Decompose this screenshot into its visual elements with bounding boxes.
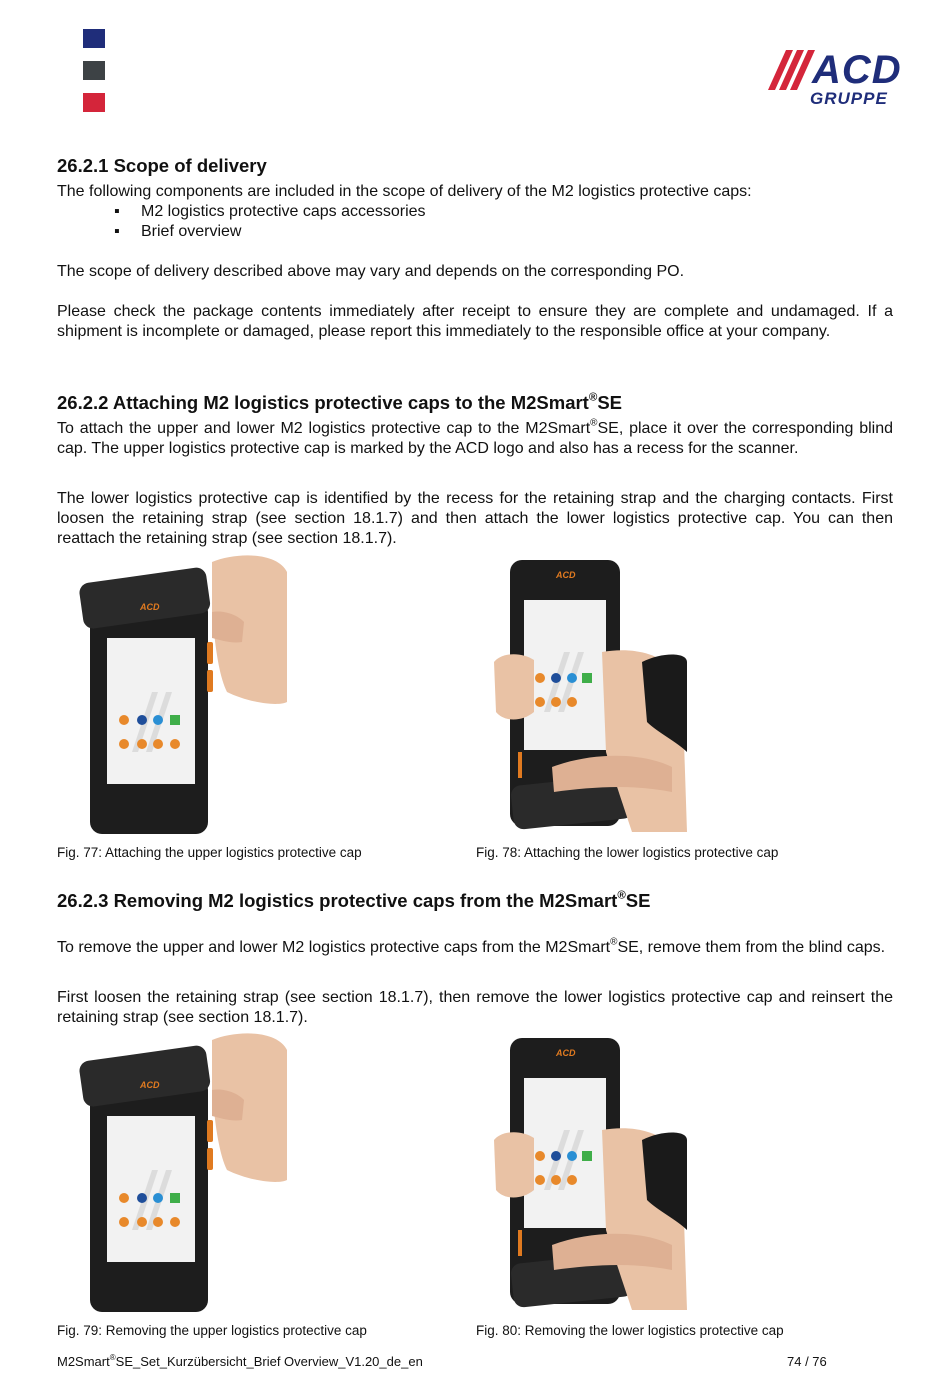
attach-instructions-text: To attach the upper and lower M2 logistics protective cap to the M2Smart®SE, place it over the corresponding blind cap. The upper logistics protective cap is marked by the ACD logo and also has a recess for the scanner. bbox=[57, 417, 894, 457]
device-hand-lower-illustration bbox=[482, 552, 722, 842]
figure-77-photo bbox=[62, 552, 302, 842]
section-heading-removing-caps: 26.2.3 Removing M2 logistics protective caps from the M2Smart®SE bbox=[57, 889, 651, 911]
remove-instructions-text: To remove the upper and lower M2 logistics protective caps from the M2Smart®SE, remove them from the blind caps. bbox=[57, 936, 886, 956]
bullet-item: Brief overview bbox=[141, 223, 242, 240]
package-check-note: Please check the package contents immediately after receipt to ensure they are complete and undamaged. If a shipment is incomplete or damaged, please report this immediately to the responsible office at your company. bbox=[57, 303, 893, 340]
figure-77-caption: Fig. 77: Attaching the upper logistics protective cap bbox=[57, 845, 362, 860]
device-hand-lower-removal-illustration bbox=[482, 1030, 722, 1320]
figure-80-photo bbox=[482, 1030, 722, 1320]
device-hand-upper-illustration bbox=[62, 552, 302, 842]
bullet-item: M2 logistics protective caps accessories bbox=[141, 203, 426, 220]
header-square-blue bbox=[83, 29, 105, 48]
logo-acd-text: ACD bbox=[812, 48, 902, 92]
device-logo-text: ACD bbox=[140, 602, 160, 612]
remove-lower-cap-text: First loosen the retaining strap (see section 18.1.7), then remove the lower logistics protective cap and reinsert the retaining strap (see section 18.1.7). bbox=[57, 989, 893, 1026]
logo-gruppe-text: GRUPPE bbox=[810, 89, 888, 108]
scope-po-note: The scope of delivery described above may vary and depends on the corresponding PO. bbox=[57, 263, 685, 280]
lower-cap-instructions-text: The lower logistics protective cap is identified by the recess for the retaining strap and the charging contacts. First loosen the retaining strap (see section 18.1.7) and then attach the lower logistics protective cap. You can then reattach the retaining strap (see section 18.1.7). bbox=[57, 490, 893, 547]
footer-document-name: M2Smart®SE_Set_Kurzübersicht_Brief Overview_V1.20_de_en bbox=[57, 1352, 423, 1369]
acd-gruppe-logo bbox=[766, 46, 918, 110]
device-logo-text: ACD bbox=[556, 570, 576, 580]
footer-page-number: 74 / 76 bbox=[787, 1354, 827, 1369]
figure-78-photo bbox=[482, 552, 722, 842]
bullet-marker: ▪ bbox=[114, 223, 120, 240]
section-heading-scope-of-delivery: 26.2.1 Scope of delivery bbox=[57, 155, 267, 176]
section-heading-attaching-caps: 26.2.2 Attaching M2 logistics protective caps to the M2Smart®SE bbox=[57, 391, 622, 413]
figure-78-caption: Fig. 78: Attaching the lower logistics protective cap bbox=[476, 845, 779, 860]
figure-79-caption: Fig. 79: Removing the upper logistics protective cap bbox=[57, 1323, 367, 1338]
device-logo-text: ACD bbox=[140, 1080, 160, 1090]
bullet-marker: ▪ bbox=[114, 203, 120, 220]
figure-79-photo bbox=[62, 1030, 302, 1320]
device-logo-text: ACD bbox=[556, 1048, 576, 1058]
header-square-gray bbox=[83, 61, 105, 80]
scope-intro-text: The following components are included in the scope of delivery of the M2 logistics protective caps: bbox=[57, 183, 752, 200]
figure-80-caption: Fig. 80: Removing the lower logistics protective cap bbox=[476, 1323, 784, 1338]
header-square-red bbox=[83, 93, 105, 112]
device-hand-upper-removal-illustration bbox=[62, 1030, 302, 1320]
